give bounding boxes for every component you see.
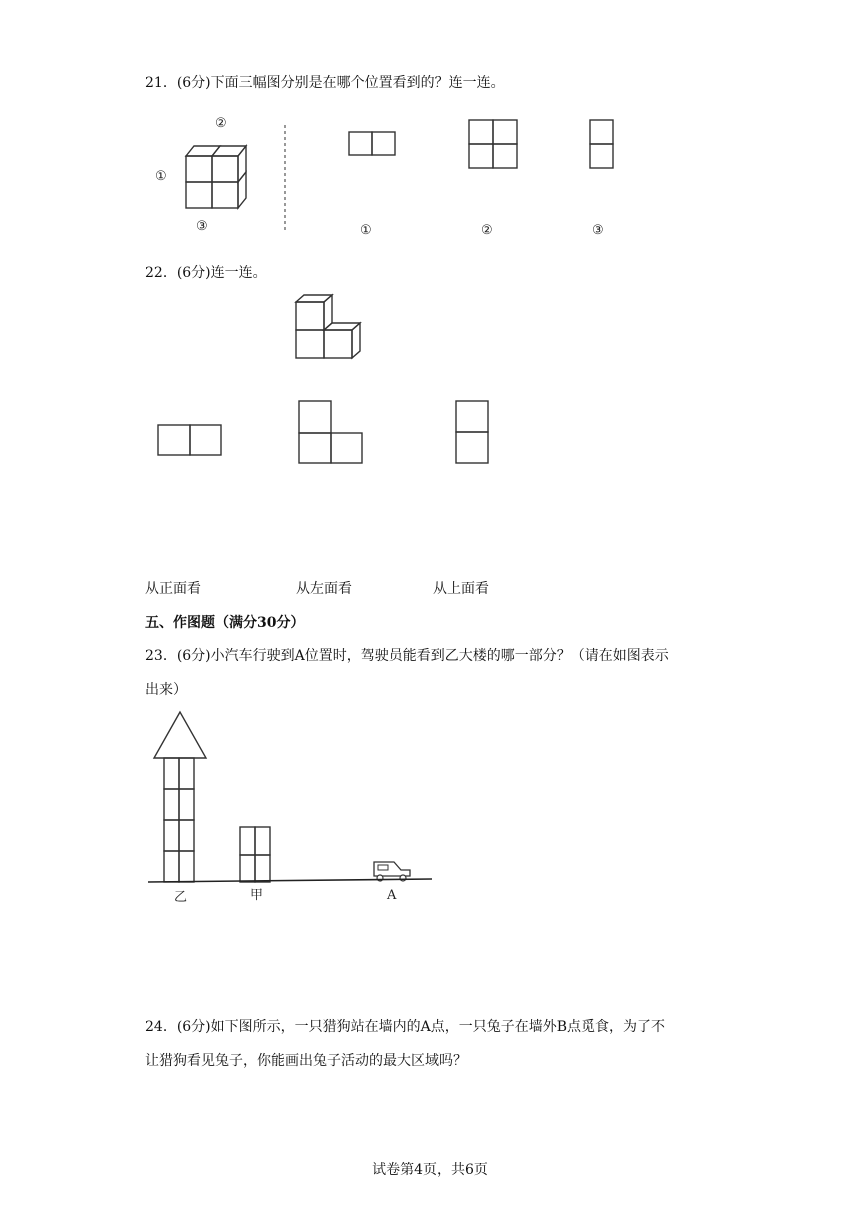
q22-view-top: 从上面看 bbox=[433, 581, 489, 597]
label-yi: 乙 bbox=[174, 890, 188, 905]
q21-divider bbox=[283, 125, 287, 230]
q24-prompt-line1: 24．(6分)如下图所示，一只猎狗站在墙内的A点，一只兔子在墙外B点觅食，为了不 bbox=[145, 1019, 666, 1035]
q21-prompt: 21．(6分)下面三幅图分别是在哪个位置看到的？连一连。 bbox=[145, 75, 505, 91]
q21-view-2 bbox=[468, 119, 520, 171]
q21-view-label-3: ③ bbox=[592, 223, 604, 238]
q23-building-figure bbox=[148, 708, 438, 908]
q21-pos-bottom: ③ bbox=[196, 219, 208, 234]
q21-pos-left: ① bbox=[155, 169, 167, 184]
q21-view-label-2: ② bbox=[481, 223, 493, 238]
label-a: A bbox=[387, 888, 397, 903]
q22-prompt: 22．(6分)连一连。 bbox=[145, 265, 267, 281]
building-yi-roof bbox=[154, 712, 206, 758]
q21-cube-figure bbox=[150, 108, 260, 238]
q23-prompt-line1: 23．(6分)小汽车行驶到A位置时，驾驶员能看到乙大楼的哪一部分？（请在如图表示 bbox=[145, 648, 669, 664]
q21-view-labels bbox=[355, 219, 625, 239]
car-icon bbox=[374, 862, 410, 881]
label-jia: 甲 bbox=[250, 888, 264, 903]
q21-pos-top: ② bbox=[215, 116, 227, 131]
q22-view-a bbox=[157, 424, 223, 458]
q22-view-b bbox=[298, 400, 364, 466]
q22-cube-figure bbox=[292, 292, 367, 362]
page-footer: 试卷第4页，共6页 bbox=[372, 1162, 488, 1178]
q22-view-left: 从左面看 bbox=[296, 581, 352, 597]
q24-prompt-line2: 让猎狗看见兔子，你能画出兔子活动的最大区域吗？ bbox=[145, 1053, 467, 1069]
q23-prompt-line2: 出来） bbox=[145, 682, 187, 698]
q22-view-c bbox=[455, 400, 491, 466]
q22-view-front: 从正面看 bbox=[145, 581, 201, 597]
q21-view-label-1: ① bbox=[360, 223, 372, 238]
section5-title: 五、作图题（满分30分） bbox=[145, 615, 305, 631]
q21-view-3 bbox=[589, 119, 615, 171]
q21-view-1 bbox=[348, 131, 398, 157]
